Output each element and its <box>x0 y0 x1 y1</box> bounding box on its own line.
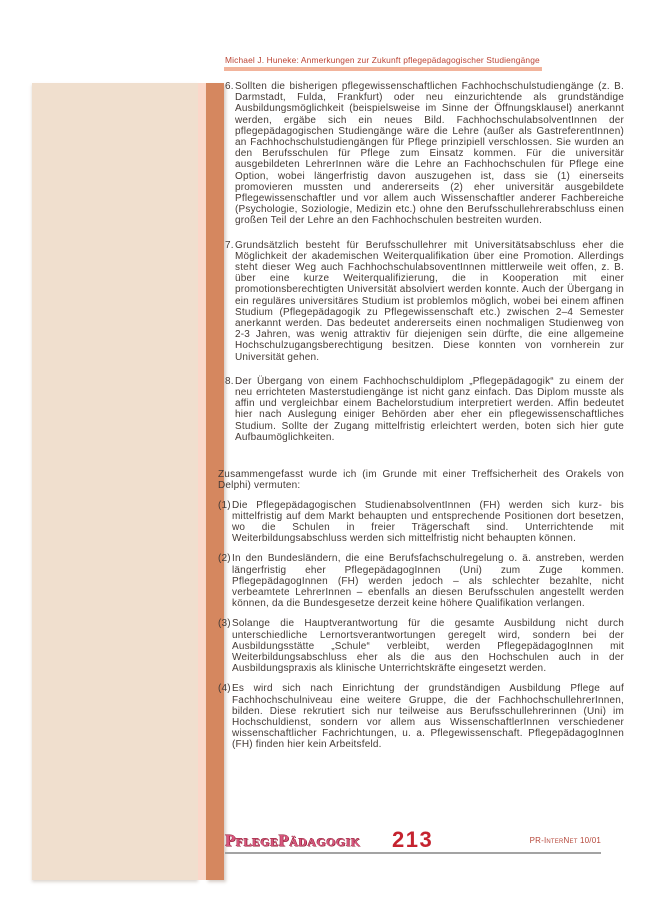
numbered-paragraph-7 <box>218 240 624 363</box>
sidebar-beige-panel <box>32 83 198 880</box>
prediction-text: Es wird sich nach Einrichtung der grundständigen Ausbildung Pflege auf Fachhochschulniveau eine weitere Gruppe, die der FachhochschullehrerInnen, bilden. Diese rekrutiert sich nur teilweise aus Berufsschullehrerinnen (Uni) im Hochschuldienst, sondern vor allem aus WissenschaftlerInnen verschiedener wissenschaftlicher Fachrichtungen, u. a. Pflegewissenschaft. PflegepädagogInnen (FH) finden hier kein Arbeitsfeld. <box>232 683 624 751</box>
paragraph-text: Der Übergang von einem Fachhochschuldiplom „Pflegepädagogik“ zu einem der neu errichteten Masterstudiengänge ist nicht ganz einfach. Das Diplom musste als affin und vergleichbar einem Bachelorstudium interpretiert werden. Affin bedeutet hier nach Auslegung einiger Behörden aber eher ein pflegewissenschaftliches Studium. Sollte der Zugang mittelfristig erleichtert werden, boten sich hier gute Aufbaumöglichkeiten. <box>235 375 624 443</box>
paragraph-number: 6. <box>225 81 234 92</box>
prediction-text: Die Pflegepädagogischen StudienabsolventInnen (FH) werden sich kurz- bis mittelfristig auf dem Markt behaupten und entsprechende Positionen dort besetzen, wo die Schulen in freier Trägerschaft sind. Unterrichtende mit Weiterbildungsabschluss werden sich mittelfristig nicht behaupten können. <box>232 499 624 545</box>
prediction-number: (2) <box>218 553 231 565</box>
running-head-underline <box>224 67 542 71</box>
journal-issue-label: PR-InterNet 10/01 <box>529 836 601 845</box>
sidebar-pink-strip <box>198 83 206 880</box>
paragraph-number: 7. <box>225 239 234 251</box>
main-text-column <box>218 81 624 760</box>
prediction-item-2 <box>218 553 624 609</box>
paragraph-number: 8. <box>225 375 234 387</box>
journal-logo: PflegePädagogik <box>225 831 361 850</box>
prediction-text: Solange die Hauptverantwortung für die gesamte Ausbildung nicht durch unterschiedliche Lernortsverantwortungen geregelt wird, sondern bei der Ausbildungsstätte „Schule“ verbleibt, werden PflegepädagogInnen mit Weiterbildungsabschluss eher als die aus den Hochschulen auch in der Ausbildungspraxis als klinische Unterrichtskräfte eingesetzt werden. <box>232 618 624 675</box>
numbered-paragraph-6 <box>218 81 624 227</box>
prediction-item-4 <box>218 683 624 750</box>
prediction-number: (1) <box>218 499 231 511</box>
running-head-byline: Michael J. Huneke: Anmerkungen zur Zukunft pflegepädagogischer Studiengänge <box>225 55 540 65</box>
prediction-item-3 <box>218 618 624 674</box>
prediction-text: In den Bundesländern, die eine Berufsfachschulregelung o. ä. anstreben, werden längerfristig eher PflegepädagogInnen (Uni) zum Zuge kommen. PflegepädagogInnen (FH) werden jedoch – als schlechter bezahlte, nicht verbeamtete LehrerInnen – ebenfalls an diesen Berufsschulen angestellt werden können, da die Bundesgesetze derzeit keine höhere Qualifikation verlangen. <box>232 553 624 610</box>
prediction-item-1 <box>218 500 624 545</box>
prediction-number: (3) <box>218 618 231 630</box>
numbered-paragraph-8 <box>218 376 624 443</box>
prediction-number: (4) <box>218 683 231 695</box>
page-number: 213 <box>392 827 434 852</box>
paragraph-text: Sollten die bisherigen pflegewissenschaftlichen Fachhochschulstudiengänge (z. B. Darmstadt, Fulda, Frankfurt) oder neu einzurichtende als grundständige Ausbildungsmöglichkeit (beispielsweise im Sinne der Öffnungsklausel) anerkannt werden, ergäbe sich ein neues Bild. FachhochschulabsolventInnen der pflegepädagogischen Studiengänge wäre die Lehre (außer als GastreferentInnen) an Fachhochschulstudiengängen für Pflege prinzipiell verschlossen. Sie wurden an den Berufsschulen für Pflege zum Einsatz kommen. Für die universitär ausgebildeten LehrerInnen wäre die Lehre an Fachhochschulen für Pflege eine Option, wobei längerfristig davon auszugehen ist, dass sie (1) einerseits promovieren mussten und andererseits (2) eher universitär ausgebildete Pflegewissenschaftler und vor allem auch Wissenschaftler anderer Fachbereiche (Psychologie, Soziologie, Medizin etc.) ohne den Berufsschullehrerabschluss einen großen Teil der Lehre an den Fachhochschulen bestreiten wurden. <box>235 81 624 227</box>
summary-intro-paragraph: Zusammengefasst wurde ich (im Grunde mit einer Treffsicherheit des Orakels von Delphi) vermuten: <box>218 469 624 492</box>
paragraph-text: Grundsätzlich besteht für Berufsschullehrer mit Universitätsabschluss eher die Möglichkeit der akademischen Weiterqualifikation über eine Promotion. Allerdings steht dieser Weg auch FachhochschulabsoventInnen mittlerweile weit offen, z. B. über eine kurze Weiterqualifizierung, die in Kooperation mit einer promotionsberechtigten Universität absolviert werden konnte. Auch der Übergang in ein reguläres universitäres Studium ist problemlos möglich, wobei bei einem affinen Studium (Pflegepädagogik zu Pflegewissenschaft etc.) zwischen 2–4 Semester anerkannt werden. Das bedeutet andererseits einen nochmaligen Studienweg von 2-3 Jahren, was wenig attraktiv für diejenigen sein dürfte, die eine allgemeine Hochschulzugangsberechtigung besitzen. Diese konnten von vornherein zur Universität gehen. <box>235 239 624 363</box>
